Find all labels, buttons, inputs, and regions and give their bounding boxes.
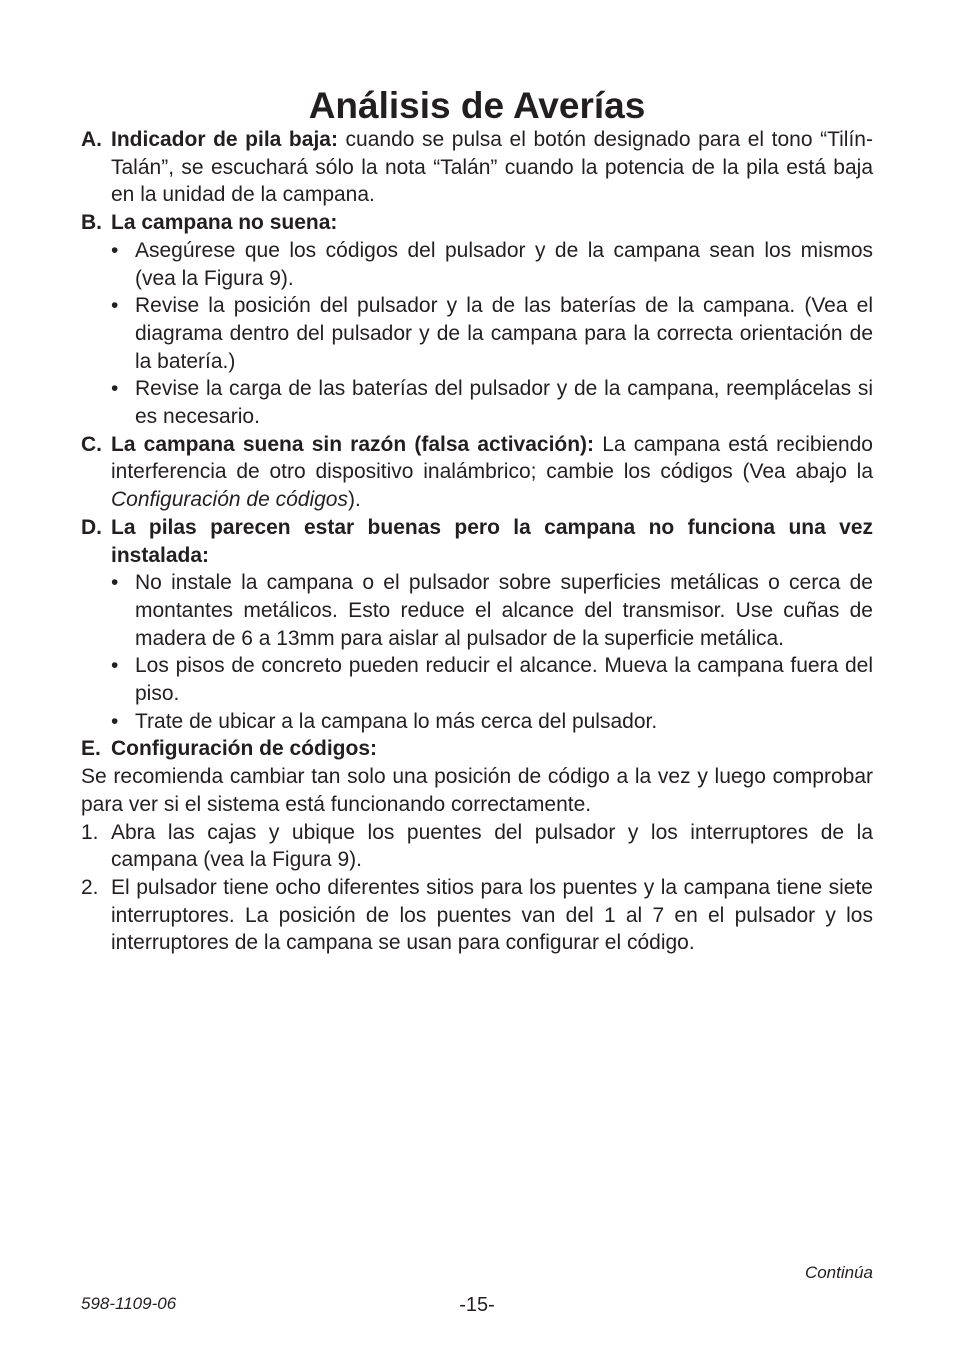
section-intro: Se recomienda cambiar tan solo una posición de código a la vez y luego comprobar para ver si el sistema está funcionando correctamente. <box>81 765 873 816</box>
list-item-text: Los pisos de concreto pueden reducir el alcance. Mueva la campana fuera del piso. <box>135 654 873 706</box>
section-a <box>81 126 873 209</box>
list-item <box>111 375 873 430</box>
section-text-italic: Configuración de códigos <box>111 488 348 512</box>
step-item <box>81 819 873 874</box>
section-marker: B. <box>81 211 102 235</box>
list-item-text: Revise la carga de las baterías del pulsador y de la campana, reemplácelas si es necesario. <box>135 377 873 429</box>
section-marker: D. <box>81 515 102 539</box>
step-text: El pulsador tiene ocho diferentes sitios para los puentes y la campana tiene siete interruptores. La posición de los puentes van del 1 al 7 en el pulsador y los interruptores de la campana se usan para configurar el código. <box>111 875 873 955</box>
section-marker: C. <box>81 432 102 456</box>
section-heading: Indicador de pila baja: <box>111 128 338 151</box>
step-text: Abra las cajas y ubique los puentes del pulsador y los interruptores de la campana (vea la Figura 9). <box>111 820 873 872</box>
list-item-text: Trate de ubicar a la campana lo más cerca del pulsador. <box>135 709 658 733</box>
list-item <box>111 292 873 375</box>
bullet-icon: • <box>111 571 119 595</box>
section-text: cuando se pulsa el botón designado para el tono “Tilín-Talán”, se escuchará sólo la nota “Talán” cuando la potencia de la pila está baja en la unidad de la campana. <box>111 128 873 207</box>
bullet-icon: • <box>111 709 119 733</box>
bullet-icon: • <box>111 238 119 262</box>
page-title: Análisis de Averías <box>308 85 646 126</box>
step-marker: 1. <box>81 820 99 844</box>
list-item-text: No instale la campana o el pulsador sobre superficies metálicas o cerca de montantes metálicos. Esto reduce el alcance del transmisor. Use cuñas de madera de 6 a 13mm para aislar al pulsador de la superficie metálica. <box>135 571 873 650</box>
page-number: -15- <box>459 1294 495 1316</box>
continue-note: Continúa <box>804 1263 873 1282</box>
document-number: 598-1109-06 <box>81 1294 177 1313</box>
bullet-icon: • <box>111 377 119 401</box>
section-text-end: ). <box>348 488 361 512</box>
step-marker: 2. <box>81 875 99 899</box>
section-heading: Configuración de códigos: <box>111 737 377 761</box>
troubleshooting-content <box>81 126 873 957</box>
bullet-icon: • <box>111 654 119 678</box>
section-heading: La campana no suena: <box>111 211 338 235</box>
section-marker: A. <box>81 128 102 151</box>
list-item <box>111 237 873 292</box>
section-text: La campana está recibiendo interferencia de otro dispositivo inalámbrico; cambie los códigos (Vea abajo la <box>111 432 873 484</box>
list-item-text: Asegúrese que los códigos del pulsador y de la campana sean los mismos (vea la Figura 9). <box>135 238 873 290</box>
bullet-list <box>111 569 873 735</box>
section-c <box>81 431 873 514</box>
list-item <box>111 652 873 707</box>
bullet-icon: • <box>111 294 119 318</box>
section-d <box>81 514 873 736</box>
bullet-list <box>111 237 873 431</box>
section-heading: La campana suena sin razón (falsa activación): <box>111 432 595 456</box>
list-item-text: Revise la posición del pulsador y la de las baterías de la campana. (Vea el diagrama dentro del pulsador y de la campana para la correcta orientación de la batería.) <box>135 294 873 373</box>
step-item <box>81 874 873 957</box>
section-heading: La pilas parecen estar buenas pero la campana no funciona una vez instalada: <box>111 515 873 567</box>
section-marker: E. <box>81 737 101 761</box>
list-item <box>111 569 873 652</box>
section-b <box>81 209 873 431</box>
list-item <box>111 708 873 736</box>
section-e <box>81 735 873 763</box>
